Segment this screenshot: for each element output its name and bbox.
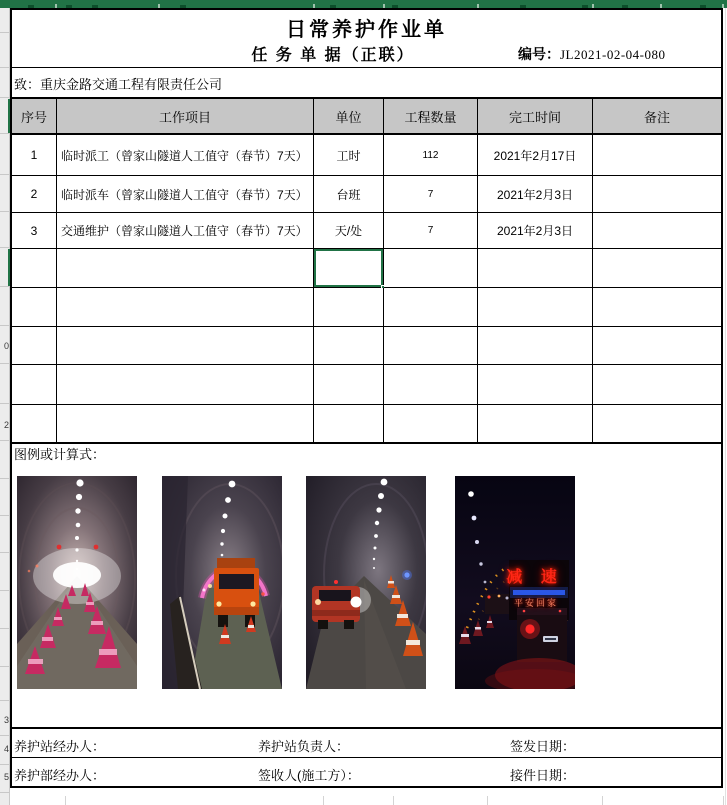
- legend-section[interactable]: [12, 440, 721, 729]
- column-headers-bar[interactable]: [0, 0, 727, 8]
- led-sign-line2: 平安回家: [513, 598, 558, 608]
- row-number-fragment: 3: [3, 716, 9, 725]
- document-header[interactable]: [12, 10, 721, 67]
- empty-cell[interactable]: [12, 365, 57, 405]
- empty-cell[interactable]: [593, 288, 721, 327]
- cell-finish-date[interactable]: 2021年2月17日: [478, 135, 593, 176]
- document-number: [518, 44, 666, 64]
- row-headers-gutter[interactable]: [0, 8, 10, 805]
- document-title: 日常养护作业单: [286, 19, 447, 41]
- cell-seq[interactable]: 2: [12, 176, 57, 213]
- work-order-document: [10, 8, 723, 788]
- document-number-value: JL2021-02-04-080: [560, 47, 666, 62]
- sheet-gridlines-bottom: [0, 796, 727, 805]
- cell-remark[interactable]: [593, 176, 721, 213]
- col-header-unit[interactable]: 单位: [314, 99, 384, 135]
- empty-cell[interactable]: [314, 405, 384, 442]
- cell-finish-date[interactable]: 2021年2月3日: [478, 176, 593, 213]
- station-handler-label: 养护站经办人：: [14, 739, 106, 754]
- empty-cell[interactable]: [384, 249, 478, 288]
- col-header-finish-date[interactable]: 完工时间: [478, 99, 593, 135]
- work-items-table: [12, 97, 721, 444]
- empty-cell[interactable]: [593, 327, 721, 365]
- empty-cell[interactable]: [57, 405, 314, 442]
- empty-cell[interactable]: [593, 365, 721, 405]
- empty-cell[interactable]: [478, 288, 593, 327]
- empty-cell[interactable]: [314, 288, 384, 327]
- empty-cell[interactable]: [12, 249, 57, 288]
- tunnel-car-photo[interactable]: [306, 476, 426, 689]
- receiver-label: 签收人(施工方）：: [258, 768, 360, 783]
- cell-unit[interactable]: 台班: [314, 176, 384, 213]
- cell-item[interactable]: 临时派工（曾家山隧道人工值守（春节）7天）: [57, 135, 314, 176]
- empty-cell[interactable]: [57, 249, 314, 288]
- empty-cell[interactable]: [314, 365, 384, 405]
- empty-cell[interactable]: [384, 327, 478, 365]
- addressee-text: 致：重庆金路交通工程有限责任公司: [14, 77, 223, 92]
- empty-cell[interactable]: [384, 288, 478, 327]
- tunnel-cones-photo[interactable]: [17, 476, 137, 689]
- cell-remark[interactable]: [593, 135, 721, 176]
- cell-unit[interactable]: 天/处: [314, 213, 384, 249]
- row-number-fragment: 2: [3, 421, 9, 430]
- empty-cell[interactable]: [384, 405, 478, 442]
- dept-handler-label: 养护部经办人：: [14, 768, 106, 783]
- cell-item[interactable]: 临时派车（曾家山隧道人工值守（春节）7天）: [57, 176, 314, 213]
- empty-cell[interactable]: [593, 249, 721, 288]
- col-header-seq[interactable]: 序号: [12, 99, 57, 135]
- cell-quantity[interactable]: 112: [384, 135, 478, 176]
- tunnel-led-sign-photo[interactable]: [455, 476, 575, 689]
- cell-seq[interactable]: 1: [12, 135, 57, 176]
- cell-quantity[interactable]: 7: [384, 213, 478, 249]
- legend-label: 图例或计算式：: [14, 447, 106, 462]
- empty-cell[interactable]: [12, 327, 57, 365]
- col-header-item[interactable]: 工作项目: [57, 99, 314, 135]
- cell-seq[interactable]: 3: [12, 213, 57, 249]
- empty-cell[interactable]: [478, 405, 593, 442]
- empty-cell[interactable]: [12, 288, 57, 327]
- empty-cell[interactable]: [478, 249, 593, 288]
- selected-cell[interactable]: [314, 249, 384, 288]
- empty-cell[interactable]: [57, 327, 314, 365]
- cell-item[interactable]: 交通维护（曾家山隧道人工值守（春节）7天）: [57, 213, 314, 249]
- empty-cell[interactable]: [57, 288, 314, 327]
- empty-cell[interactable]: [314, 327, 384, 365]
- cell-finish-date[interactable]: 2021年2月3日: [478, 213, 593, 249]
- document-number-label: 编号：: [518, 46, 560, 62]
- empty-cell[interactable]: [12, 405, 57, 442]
- row-number-fragment: 4: [3, 745, 9, 754]
- addressee-cell[interactable]: [12, 67, 721, 97]
- cell-unit[interactable]: 工时: [314, 135, 384, 176]
- signature-row-2[interactable]: [12, 757, 721, 786]
- cell-remark[interactable]: [593, 213, 721, 249]
- col-header-quantity[interactable]: 工程数量: [384, 99, 478, 135]
- cell-quantity[interactable]: 7: [384, 176, 478, 213]
- empty-cell[interactable]: [593, 405, 721, 442]
- empty-cell[interactable]: [57, 365, 314, 405]
- signature-row-1[interactable]: [12, 729, 721, 757]
- row-number-fragment: 0: [3, 342, 9, 351]
- issue-date-label: 签发日期：: [510, 739, 576, 754]
- empty-cell[interactable]: [478, 365, 593, 405]
- receive-date-label: 接件日期：: [510, 768, 576, 783]
- sheet-gridline: [725, 8, 726, 805]
- empty-cell[interactable]: [384, 365, 478, 405]
- led-sign-line1: 减 速: [506, 569, 564, 586]
- row-number-fragment: 5: [3, 773, 9, 782]
- document-subtitle: 任 务 单 据（正联）: [251, 47, 415, 64]
- col-header-remark[interactable]: 备注: [593, 99, 721, 135]
- station-chief-label: 养护站负责人：: [258, 739, 350, 754]
- empty-cell[interactable]: [478, 327, 593, 365]
- tunnel-truck-photo[interactable]: [162, 476, 282, 689]
